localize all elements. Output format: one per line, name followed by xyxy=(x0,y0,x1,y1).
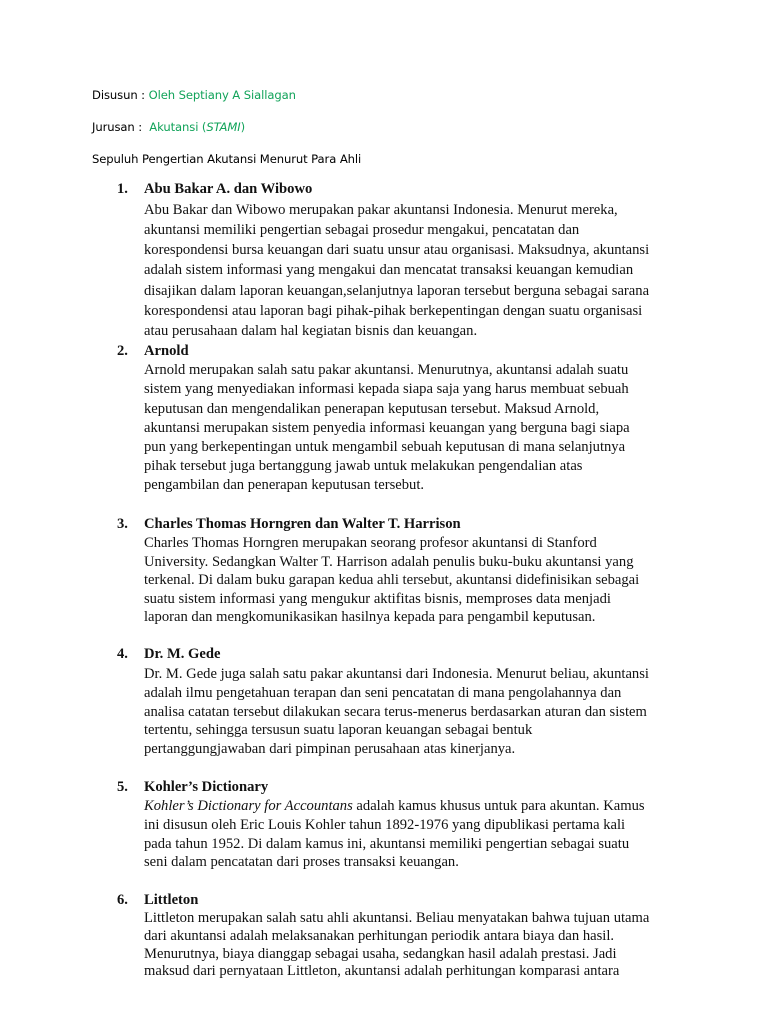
list-item xyxy=(117,778,654,872)
item-number: 6. xyxy=(117,891,128,908)
list-item xyxy=(117,342,654,496)
item-title: Charles Thomas Horngren dan Walter T. Harrison xyxy=(144,515,461,532)
list-item xyxy=(117,180,654,342)
item-title: Kohler’s Dictionary xyxy=(144,778,269,795)
document-heading: Sepuluh Pengertian Akutansi Menurut Para Ahli xyxy=(92,152,362,166)
item-number: 2. xyxy=(117,342,128,359)
item-body: Dr. M. Gede juga salah satu pakar akuntansi dari Indonesia. Menurut beliau, akuntansi adalah ilmu pengetahuan terapan dan seni pencatatan di mana pengolahannya dan analisa catatan tersebut dilakukan secara terus-menerus berdasarkan aturan dan sistem tertentu, sehingga tersusun suatu laporan keuangan sebagai bentuk pertanggungjawaban dari pimpinan perusahaan atas kinerjanya. xyxy=(144,665,649,758)
item-body-text: adalah kamus khusus untuk para akuntan. Kamus ini disusun oleh Eric Louis Kohler tahun 1892-1976 yang dipublikasi pertama kali pada tahun 1952. Di dalam kamus ini, akuntansi memiliki pengertian sebagai suatu seni dalam pencatatan dari proses transaksi keuangan. xyxy=(144,798,645,871)
department-label: Jurusan : xyxy=(92,120,146,134)
department-value-prefix: Akutansi ( xyxy=(149,120,207,134)
department-value xyxy=(149,120,245,134)
item-body xyxy=(144,797,654,871)
definition-list xyxy=(117,180,654,981)
item-title: Littleton xyxy=(144,891,199,908)
author-line xyxy=(92,88,296,102)
item-number: 5. xyxy=(117,778,128,795)
department-line xyxy=(92,120,245,134)
list-item xyxy=(117,891,654,981)
department-value-suffix: ) xyxy=(240,120,246,134)
list-item xyxy=(117,645,654,759)
item-body: Abu Bakar dan Wibowo merupakan pakar akuntansi Indonesia. Menurut mereka, akuntansi memiliki pengertian sebagai prosedur mengakui, pencatatan dan korespondensi bursa keuangan dari suatu unsur atau organisasi. Maksudnya, akuntansi adalah sistem informasi yang mengakui dan mencatat transaksi keuangan kemudian disajikan dalam laporan keuangan,selanjutnya laporan tersebut berguna sebagai sarana korespondensi atau laporan bagi pihak-pihak berkepentingan dengan suatu organisasi atau perusahaan dalam hal kegiatan bisnis dan keuangan. xyxy=(144,201,650,340)
author-value: Oleh Septiany A Siallagan xyxy=(148,88,296,102)
list-item xyxy=(117,515,654,627)
author-label: Disusun : xyxy=(92,88,149,102)
item-title: Arnold xyxy=(144,342,189,359)
item-body: Charles Thomas Horngren merupakan seorang profesor akuntansi di Stanford University. Sedangkan Walter T. Harrison adalah penulis buku-buku akuntansi yang terkenal. Di dalam buku garapan kedua ahli tersebut, akuntansi didefinisikan sebagai suatu sistem informasi yang mengukur aktifitas bisnis, memproses data menjadi laporan dan mengkomunikasikan hasilnya kepada para pengambil keputusan. xyxy=(144,535,640,625)
item-number: 3. xyxy=(117,515,128,532)
item-title: Dr. M. Gede xyxy=(144,646,221,663)
item-title: Abu Bakar A. dan Wibowo xyxy=(144,181,313,197)
item-number: 4. xyxy=(117,646,128,663)
department-value-italic: STAMI xyxy=(206,120,241,134)
item-body: Arnold merupakan salah satu pakar akuntansi. Menurutnya, akuntansi adalah suatu sistem yang menyediakan informasi kepada siapa saja yang harus membuat sebuah keputusan dan mengendalikan penerapan keputusan tersebut. Maksud Arnold, akuntansi merupakan sistem penyedia informasi keuangan yang berguna bagi siapa pun yang berkepentingan untuk mengambil sebuah keputusan di mana selanjutnya pihak tersebut juga bertanggung jawab untuk melakukan pengendalian atas pengambilan dan penerapan keputusan tersebut. xyxy=(144,362,630,494)
item-number: 1. xyxy=(117,181,128,197)
dictionary-title: Kohler’s Dictionary for Accountans xyxy=(144,798,353,815)
item-body: Littleton merupakan salah satu ahli akuntansi. Beliau menyatakan bahwa tujuan utama dari akuntansi adalah melaksanakan perhitungan periodik antara biaya dan hasil. Menurutnya, biaya dianggap sebagai usaha, sedangkan hasil adalah prestasi. Jadi maksud dari pernyataan Littleton, akuntansi adalah perhitungan komparasi antara xyxy=(144,910,650,980)
